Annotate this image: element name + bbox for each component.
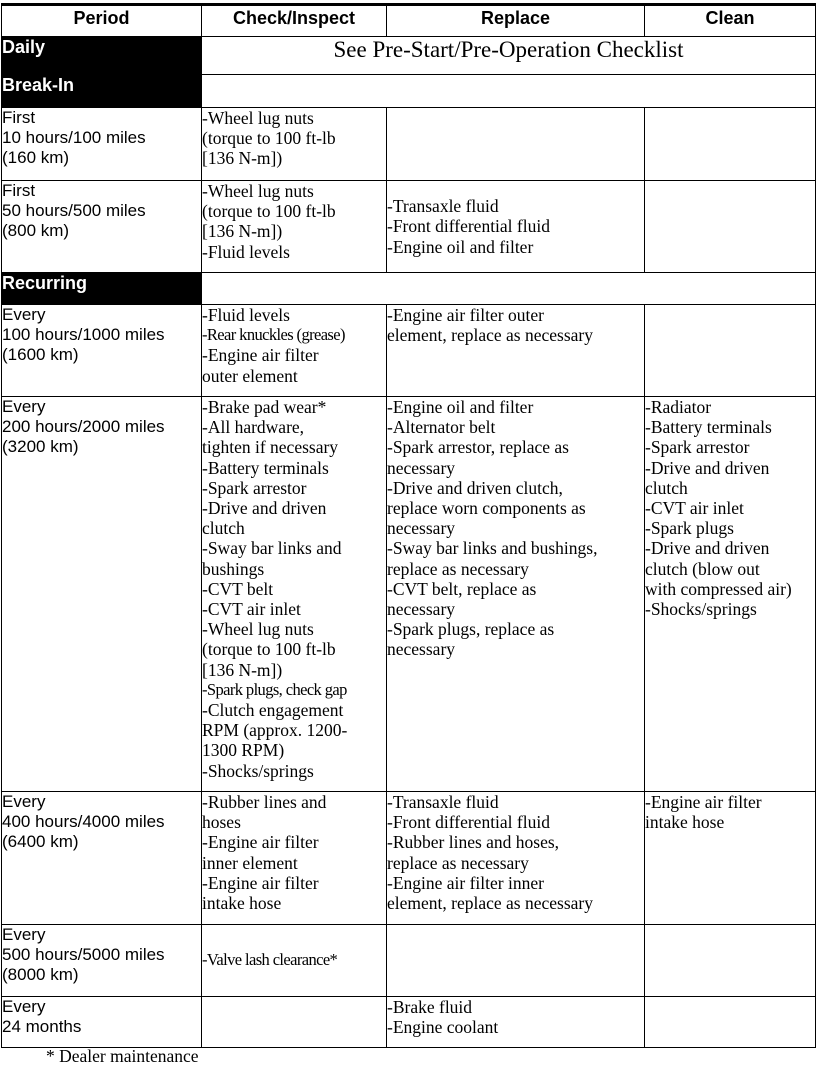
cell-line: [136 N-m]) — [202, 221, 283, 242]
cell-line: (torque to 100 ft-lb — [202, 128, 336, 149]
cell-line: (1600 km) — [2, 345, 79, 364]
cell-line: 50 hours/500 miles — [2, 201, 146, 220]
period-cell — [2, 305, 202, 397]
replace-cell — [387, 397, 645, 792]
cell-line: [136 N-m]) — [202, 659, 283, 680]
cell-line: replace as necessary — [387, 852, 529, 873]
check-cell — [202, 792, 387, 925]
cell-line: inner element — [202, 852, 298, 873]
cell-line: -Spark arrestor — [645, 437, 750, 458]
cell-line: Every — [2, 997, 46, 1016]
check-cell — [202, 181, 387, 273]
cell-line: -Valve lash clearance* — [202, 950, 338, 970]
replace-cell — [387, 305, 645, 397]
cell-line: -Wheel lug nuts — [202, 181, 314, 201]
check-cell — [202, 108, 387, 181]
daily-row — [2, 37, 816, 75]
cell-line: RPM (approx. 1200- — [202, 720, 348, 741]
cell-line: intake hose — [645, 812, 725, 833]
cell-line: clutch (blow out — [645, 558, 760, 579]
period-cell — [2, 925, 202, 997]
cell-line: -CVT belt, replace as — [387, 578, 537, 599]
cell-line: -Front differential fluid — [387, 216, 550, 237]
cell-line: Every — [2, 792, 46, 811]
cell-line: -Wheel lug nuts — [202, 108, 314, 128]
break-in-empty — [202, 75, 816, 108]
cell-line: 200 hours/2000 miles — [2, 417, 165, 436]
cell-line: -Engine oil and filter — [387, 397, 534, 417]
clean-cell — [645, 792, 816, 925]
cell-line: (torque to 100 ft-lb — [202, 201, 336, 222]
cell-line: (torque to 100 ft-lb — [202, 639, 336, 660]
cell-line: -Rubber lines and — [202, 792, 327, 812]
section-break-in: Break-In — [2, 75, 202, 108]
cell-line: -Spark plugs, check gap — [202, 679, 347, 699]
clean-cell — [645, 108, 816, 181]
cell-line: [136 N-m]) — [202, 148, 283, 169]
period-cell — [2, 181, 202, 273]
cell-line: -CVT belt — [202, 578, 274, 599]
cell-line: -Front differential fluid — [387, 812, 550, 833]
cell-line: -Battery terminals — [202, 457, 329, 478]
cell-line: -Fluid levels — [202, 305, 290, 325]
cell-line: -Fluid levels — [202, 241, 290, 262]
period-cell — [2, 792, 202, 925]
cell-line: bushings — [202, 558, 265, 579]
cell-line: (8000 km) — [2, 965, 79, 984]
cell-line: hoses — [202, 812, 241, 833]
cell-line: tighten if necessary — [202, 437, 339, 458]
cell-line: -Engine air filter — [202, 832, 319, 853]
replace-cell — [387, 997, 645, 1048]
cell-line: Every — [2, 397, 46, 416]
cell-line: -Clutch engagement — [202, 700, 344, 721]
cell-line: -Radiator — [645, 397, 712, 417]
clean-cell — [645, 925, 816, 997]
cell-line: 10 hours/100 miles — [2, 128, 146, 147]
cell-line: -Drive and driven — [645, 457, 770, 478]
cell-line: -Spark arrestor, replace as — [387, 437, 569, 458]
cell-line: 400 hours/4000 miles — [2, 812, 165, 831]
footnote-dealer-maintenance: * Dealer maintenance — [46, 1046, 199, 1066]
cell-line: -Engine air filter — [202, 872, 319, 893]
cell-line: -Engine air filter outer — [387, 305, 544, 325]
cell-line: Every — [2, 305, 46, 324]
header-period: Period — [2, 5, 202, 37]
cell-line: (160 km) — [2, 148, 70, 167]
check-cell — [202, 305, 387, 397]
cell-line: with compressed air) — [645, 578, 792, 599]
table-row — [2, 305, 816, 397]
cell-line: necessary — [387, 639, 456, 660]
cell-line: -Drive and driven clutch, — [387, 477, 563, 498]
cell-line: -Sway bar links and — [202, 538, 342, 559]
table-row — [2, 997, 816, 1048]
cell-line: -Engine coolant — [387, 1017, 499, 1038]
cell-line: -Sway bar links and bushings, — [387, 538, 598, 559]
cell-line: -Rubber lines and hoses, — [387, 832, 560, 853]
cell-line: -Engine oil and filter — [387, 236, 534, 257]
table-row — [2, 397, 816, 792]
cell-line: -All hardware, — [202, 417, 305, 438]
cell-line: 500 hours/5000 miles — [2, 945, 165, 964]
cell-line: element, replace as necessary — [387, 893, 593, 914]
maintenance-schedule-table — [1, 3, 816, 1048]
cell-line: -Drive and driven — [202, 498, 327, 519]
table-row — [2, 925, 816, 997]
period-cell — [2, 108, 202, 181]
cell-line: -Shocks/springs — [645, 599, 757, 620]
cell-line: -Brake fluid — [387, 997, 473, 1017]
header-clean: Clean — [645, 5, 816, 37]
cell-line: First — [2, 108, 36, 127]
cell-line: -Wheel lug nuts — [202, 619, 314, 640]
cell-line: -Engine air filter — [202, 345, 319, 366]
check-cell — [202, 925, 387, 997]
cell-line: -CVT air inlet — [645, 498, 744, 519]
cell-line: necessary — [387, 599, 456, 620]
header-row — [2, 5, 816, 37]
cell-line: replace worn components as — [387, 498, 586, 519]
replace-cell — [387, 925, 645, 997]
header-replace: Replace — [387, 5, 645, 37]
cell-line: -Spark arrestor — [202, 477, 307, 498]
section-recurring: Recurring — [2, 273, 202, 305]
period-cell — [2, 997, 202, 1048]
cell-line: necessary — [387, 457, 456, 478]
cell-line: 24 months — [2, 1017, 82, 1036]
cell-line: clutch — [202, 518, 245, 539]
table-row — [2, 181, 816, 273]
check-cell — [202, 997, 387, 1048]
recurring-empty — [202, 273, 816, 305]
section-daily: Daily — [2, 37, 202, 75]
check-cell — [202, 397, 387, 792]
cell-line: intake hose — [202, 893, 282, 914]
cell-line: 1300 RPM) — [202, 740, 285, 761]
cell-line: outer element — [202, 365, 298, 386]
cell-line: -Spark plugs — [645, 518, 734, 539]
table-row — [2, 792, 816, 925]
cell-line: -Spark plugs, replace as — [387, 619, 555, 640]
cell-line: (6400 km) — [2, 832, 79, 851]
replace-cell — [387, 108, 645, 181]
table-row — [2, 108, 816, 181]
cell-line: First — [2, 181, 36, 200]
header-check-inspect: Check/Inspect — [202, 5, 387, 37]
clean-cell — [645, 397, 816, 792]
cell-line: necessary — [387, 518, 456, 539]
replace-cell — [387, 181, 645, 273]
cell-line: -Transaxle fluid — [387, 792, 499, 812]
cell-line: (800 km) — [2, 221, 70, 240]
cell-line: -Rear knuckles (grease) — [202, 325, 345, 345]
cell-line: -Transaxle fluid — [387, 196, 499, 217]
cell-line: Every — [2, 925, 46, 944]
cell-line: -Drive and driven — [645, 538, 770, 559]
clean-cell — [645, 305, 816, 397]
cell-line: 100 hours/1000 miles — [2, 325, 165, 344]
cell-line: clutch — [645, 477, 688, 498]
break-in-row — [2, 75, 816, 108]
cell-line: -Alternator belt — [387, 417, 496, 438]
cell-line: element, replace as necessary — [387, 325, 593, 346]
cell-line: (3200 km) — [2, 437, 79, 456]
daily-checklist-note: See Pre-Start/Pre-Operation Checklist — [202, 37, 816, 75]
cell-line: -Battery terminals — [645, 417, 772, 438]
clean-cell — [645, 997, 816, 1048]
clean-cell — [645, 181, 816, 273]
cell-line: -Engine air filter inner — [387, 872, 544, 893]
cell-line: replace as necessary — [387, 558, 529, 579]
cell-line: -CVT air inlet — [202, 599, 301, 620]
cell-line: -Engine air filter — [645, 792, 762, 812]
cell-line: -Shocks/springs — [202, 760, 314, 781]
replace-cell — [387, 792, 645, 925]
period-cell — [2, 397, 202, 792]
recurring-row — [2, 273, 816, 305]
cell-line: -Brake pad wear* — [202, 397, 327, 417]
